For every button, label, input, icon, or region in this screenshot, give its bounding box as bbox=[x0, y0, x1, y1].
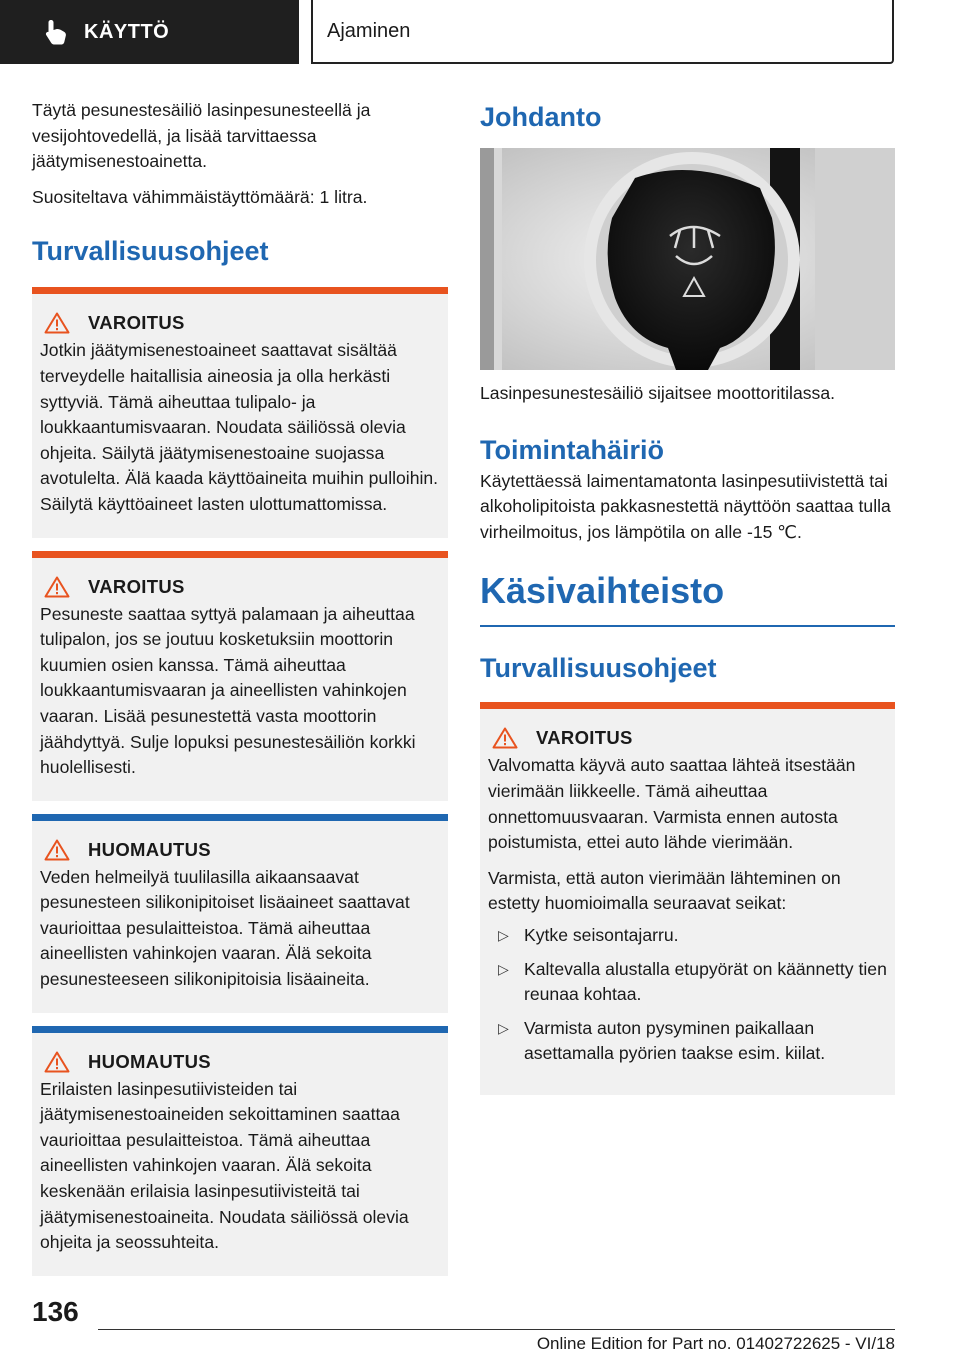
chapter-tab bbox=[0, 0, 299, 64]
edition-note: Online Edition for Part no. 01402722625 - VI/18 bbox=[536, 1334, 895, 1353]
warning-text: Pesuneste saattaa syttyä palamaan ja aiheuttaa tulipalon, jos se joutuu kosketuksiin moottorin kuumien osien kanssa. Tämä aiheuttaa loukkaantumisvaaran ja aineellisten vahinkojen vaaran. Lisää pesunestettä vasta moottorin jäähdyttyä. Sulje lopuksi pesunestesäiliön korkki huolellisesti. bbox=[40, 603, 416, 778]
warning-triangle-icon bbox=[44, 576, 70, 598]
warning-title: VAROITUS bbox=[88, 312, 185, 334]
section-title: Ajaminen bbox=[311, 0, 894, 64]
warning-box bbox=[480, 702, 895, 1095]
heading-malfunction: Toimintahäiriö bbox=[480, 434, 665, 465]
warning-title: VAROITUS bbox=[88, 575, 185, 597]
warning-text: Valvomatta käyvä auto saattaa lähteä itsestään vierimään liikkeelle. Tämä aiheuttaa onnettomuusvaaran. Varmista ennen autosta poistumista, ettei auto lähde vierimään. bbox=[488, 755, 856, 853]
notice-title: HUOMAUTUS bbox=[88, 838, 211, 860]
heading-safety-instructions: Turvallisuusohjeet bbox=[32, 236, 269, 267]
list-item bbox=[488, 1016, 887, 1067]
malfunction-text: Käytettäessä laimentamatonta lasinpesutiivistettä tai alkoholipitoista pakkasnestettä näyttöön saattaa tulla virheilmoitus, jos lämpötila on alle -15 ℃. bbox=[480, 470, 891, 542]
list-item bbox=[488, 923, 887, 949]
warning-triangle-icon bbox=[44, 839, 70, 861]
warning-text: Jotkin jäätymisenestoaineet saattavat sisältää terveydelle haitallisia aineosia ja olla herkästi syttyviä. Tämä aiheuttaa tulipalo- ja loukkaantumisvaaran. Noudata säiliössä olevia ohjeita. Säilytä jäätymisenestoaine suojassa avotulelta. Älä kaada käyttöaineita muihin pulloihin. Säilytä käyttöaineet lasten ulottumattomissa. bbox=[40, 340, 439, 514]
page-header bbox=[0, 0, 960, 66]
notice-box-title bbox=[40, 839, 440, 861]
notice-title: HUOMAUTUS bbox=[88, 1050, 211, 1072]
warning-box-title bbox=[488, 727, 887, 749]
precaution-list bbox=[488, 923, 887, 1067]
warning-triangle-icon bbox=[44, 312, 70, 334]
hand-pointer-icon bbox=[40, 17, 70, 47]
notice-box-title bbox=[40, 1051, 440, 1073]
list-item-text: Kaltevalla alustalla etupyörät on käännetty tien reunaa kohtaa. bbox=[524, 958, 887, 1005]
heading-introduction: Johdanto bbox=[480, 102, 602, 132]
photo-caption: Lasinpesunestesäiliö sijaitsee moottoritilassa. bbox=[480, 383, 835, 403]
right-column bbox=[480, 98, 895, 1095]
list-item bbox=[488, 957, 887, 1008]
notice-box bbox=[32, 1026, 448, 1276]
warning-box-title bbox=[40, 576, 440, 598]
intro-paragraph-amount: Suositeltava vähimmäistäyttömäärä: 1 litra. bbox=[32, 186, 368, 207]
list-item-text: Varmista auton pysyminen paikallaan asettamalla pyörien taakse esim. kiilat. bbox=[524, 1017, 826, 1064]
warning-box-title bbox=[40, 312, 440, 334]
warning-triangle-icon bbox=[44, 1051, 70, 1073]
heading-safety-instructions: Turvallisuusohjeet bbox=[480, 653, 717, 684]
chapter-tab-label: KÄYTTÖ bbox=[84, 20, 170, 43]
washer-reservoir-photo bbox=[480, 148, 895, 370]
notice-box bbox=[32, 814, 448, 1013]
warning-box bbox=[32, 551, 448, 801]
bullet-triangle-icon: ▷ bbox=[498, 926, 509, 943]
intro-paragraph: Täytä pesunestesäiliö lasinpesunesteellä ja vesijohtovedellä, ja lisää tarvittaessa jäätymisenestoainetta. bbox=[32, 100, 371, 172]
warning-text-instructions: Varmista, että auton vierimään lähteminen on estetty huomioimalla seuraavat seikat: bbox=[488, 867, 841, 914]
chapter-title: Käsivaihteisto bbox=[480, 570, 725, 612]
warning-triangle-icon bbox=[492, 727, 518, 749]
chapter-title-rule bbox=[480, 625, 895, 627]
page-number: 136 bbox=[32, 1296, 79, 1327]
warning-box bbox=[32, 287, 448, 537]
bullet-triangle-icon: ▷ bbox=[498, 1019, 509, 1036]
bullet-triangle-icon: ▷ bbox=[498, 960, 509, 977]
notice-text: Erilaisten lasinpesutiivisteiden tai jäätymisenestoaineiden sekoittaminen saattaa vaurioittaa pesulaitteistoa. Tämä aiheuttaa aineellisten vahinkojen vaaran. Älä sekoita keskenään erilaisia lasinpesutiivisteitä tai jäätymisenestoaineita. Noudata säiliössä olevia ohjeita ja seossuhteita. bbox=[40, 1078, 409, 1253]
warning-title: VAROITUS bbox=[536, 727, 633, 749]
notice-text: Veden helmeilyä tuulilasilla aikaansaavat pesunesteen silikonipitoiset lisäaineet saattavat vaurioittaa pesulaitteistoa. Tämä aiheuttaa aineellisten vahinkojen vaaran. Älä sekoita pesunesteeseen silikonipitoisia lisäaineita. bbox=[40, 866, 410, 990]
list-item-text: Kytke seisontajarru. bbox=[524, 924, 679, 945]
footer-rule bbox=[98, 1329, 895, 1330]
left-column bbox=[32, 98, 448, 1276]
